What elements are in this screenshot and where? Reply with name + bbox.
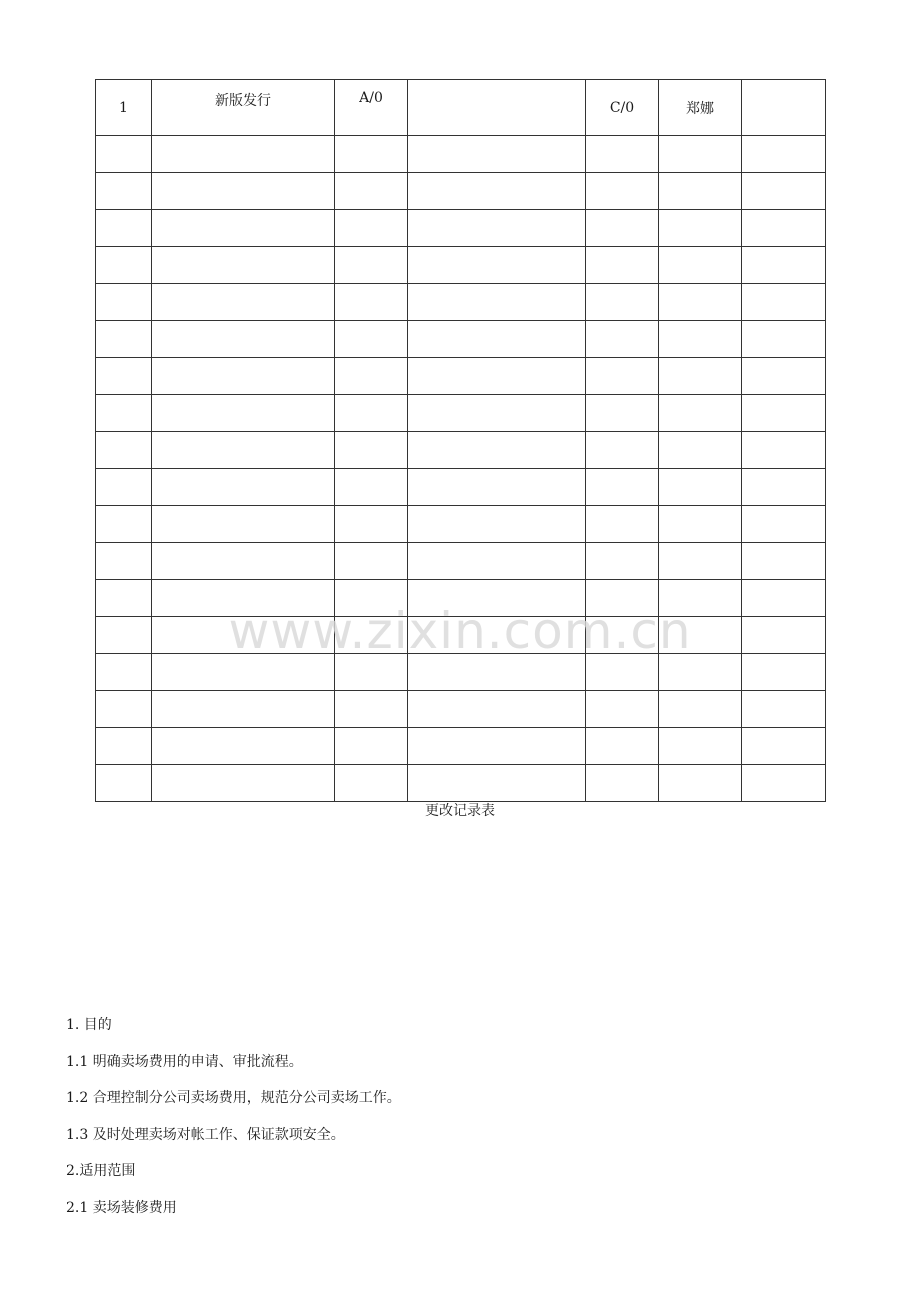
table-cell-blank — [96, 321, 152, 358]
table-cell-blank — [335, 395, 408, 432]
table-cell-blank — [586, 469, 659, 506]
table-row — [96, 543, 826, 580]
table-cell-blank — [335, 728, 408, 765]
table-cell-blank — [586, 136, 659, 173]
table-cell-blank — [96, 617, 152, 654]
table-cell-blank — [586, 321, 659, 358]
table-cell-blank — [335, 506, 408, 543]
table-row — [96, 136, 826, 173]
table-cell-blank — [659, 506, 742, 543]
table-cell-blank — [152, 469, 335, 506]
paragraph: 1.2 合理控制分公司卖场费用，规范分公司卖场工作。 — [66, 1090, 401, 1107]
table-row — [96, 358, 826, 395]
table-cell-blank — [408, 580, 586, 617]
table-cell-blank — [659, 136, 742, 173]
table-cell-blank — [408, 173, 586, 210]
table-cell-blank — [742, 173, 826, 210]
table-row — [96, 617, 826, 654]
table-cell-blank — [742, 617, 826, 654]
table-cell-blank — [152, 506, 335, 543]
table-cell-blank — [742, 543, 826, 580]
table-cell-blank — [96, 543, 152, 580]
table-cell-blank — [408, 506, 586, 543]
table-cell-blank — [408, 247, 586, 284]
table-cell-blank — [586, 765, 659, 802]
table-cell-blank — [586, 173, 659, 210]
table-cell-blank — [659, 654, 742, 691]
table-cell-blank — [742, 358, 826, 395]
table-cell-revision: C/0 — [586, 80, 659, 136]
table-cell-blank — [335, 321, 408, 358]
table-cell-author: 郑娜 — [659, 80, 742, 136]
table-row — [96, 321, 826, 358]
table-cell-blank — [335, 136, 408, 173]
table-cell-blank — [586, 580, 659, 617]
watermark: www.zixin.com.cn — [228, 602, 692, 660]
table-cell-blank — [96, 136, 152, 173]
table-cell-blank — [96, 728, 152, 765]
table-cell-blank — [586, 654, 659, 691]
table-row — [96, 80, 826, 136]
table-cell-blank — [152, 284, 335, 321]
table-cell-blank — [659, 691, 742, 728]
table-cell-blank — [742, 580, 826, 617]
table-cell-blank — [335, 247, 408, 284]
paragraph: 1.3 及时处理卖场对帐工作、保证款项安全。 — [66, 1126, 345, 1143]
table-cell-blank — [586, 543, 659, 580]
paragraph: 1.1 明确卖场费用的申请、审批流程。 — [66, 1053, 303, 1070]
table-cell-blank — [335, 210, 408, 247]
table-cell-blank — [152, 691, 335, 728]
table-cell-blank — [408, 469, 586, 506]
table-cell-blank — [742, 247, 826, 284]
table-cell-blank — [152, 580, 335, 617]
table-cell-blank — [335, 765, 408, 802]
table-cell-blank — [586, 432, 659, 469]
table-cell-blank — [586, 506, 659, 543]
table-cell-blank — [742, 506, 826, 543]
document-body — [66, 1016, 866, 1236]
table-cell-blank — [152, 432, 335, 469]
table-cell-blank — [742, 210, 826, 247]
table-cell-blank — [335, 358, 408, 395]
table-cell-blank — [659, 395, 742, 432]
section-heading: 1. 目的 — [66, 1017, 112, 1033]
table-row — [96, 247, 826, 284]
table-row — [96, 580, 826, 617]
table-cell-blank — [408, 617, 586, 654]
table-cell-blank — [96, 173, 152, 210]
table-cell-blank — [659, 358, 742, 395]
table-cell-blank — [742, 728, 826, 765]
table-cell-blank — [742, 654, 826, 691]
table-cell-blank — [742, 395, 826, 432]
table-row — [96, 469, 826, 506]
table-cell-blank — [408, 210, 586, 247]
table-cell-blank — [335, 691, 408, 728]
table-cell-blank — [408, 80, 586, 136]
table-cell-blank — [408, 136, 586, 173]
table-cell-blank — [408, 543, 586, 580]
table-cell-blank — [586, 247, 659, 284]
table-cell-blank — [335, 543, 408, 580]
table-cell-blank — [96, 654, 152, 691]
change-record-table — [95, 79, 826, 802]
table-cell-blank — [335, 432, 408, 469]
table-cell-blank — [659, 432, 742, 469]
table-row — [96, 765, 826, 802]
table-cell-blank — [586, 358, 659, 395]
table-cell-blank — [586, 691, 659, 728]
table-cell-blank — [659, 543, 742, 580]
table-cell-blank — [408, 765, 586, 802]
table-cell-blank — [659, 765, 742, 802]
table-cell-blank — [742, 321, 826, 358]
table-cell-blank — [335, 617, 408, 654]
table-cell-blank — [659, 728, 742, 765]
table-cell-blank — [152, 728, 335, 765]
paragraph: 2.1 卖场装修费用 — [66, 1199, 177, 1216]
table-cell-blank — [742, 469, 826, 506]
table-cell-blank — [96, 395, 152, 432]
table-cell-version: A/0 — [335, 80, 408, 136]
table-cell-blank — [96, 580, 152, 617]
table-cell-blank — [152, 617, 335, 654]
table-cell-blank — [152, 247, 335, 284]
table-cell-blank — [96, 691, 152, 728]
table-cell-blank — [742, 432, 826, 469]
table-row — [96, 654, 826, 691]
table-row — [96, 395, 826, 432]
table-cell-blank — [152, 173, 335, 210]
table-row — [96, 691, 826, 728]
table-cell-content: 新版发行 — [152, 80, 335, 136]
table-cell-blank — [586, 395, 659, 432]
section-heading: 2.适用范围 — [66, 1163, 136, 1180]
table-cell-blank — [408, 395, 586, 432]
table-cell-blank — [335, 469, 408, 506]
table-row — [96, 506, 826, 543]
table-row — [96, 210, 826, 247]
table-cell-blank — [335, 173, 408, 210]
table-cell-blank — [96, 506, 152, 543]
table-cell-blank — [408, 654, 586, 691]
table-cell-blank — [742, 80, 826, 136]
table-cell-blank — [586, 617, 659, 654]
table-cell-blank — [742, 765, 826, 802]
table-cell-blank — [408, 691, 586, 728]
table-row — [96, 284, 826, 321]
table-cell-blank — [152, 210, 335, 247]
table-cell-blank — [335, 580, 408, 617]
table-cell-blank — [408, 358, 586, 395]
table-cell-blank — [152, 358, 335, 395]
table-cell-blank — [586, 728, 659, 765]
table-cell-blank — [408, 284, 586, 321]
table-cell-blank — [152, 395, 335, 432]
table-cell-blank — [152, 136, 335, 173]
table-cell-blank — [335, 284, 408, 321]
table-cell-blank — [96, 358, 152, 395]
table-cell-blank — [586, 284, 659, 321]
table-cell-blank — [152, 765, 335, 802]
table-cell-blank — [742, 284, 826, 321]
table-row — [96, 173, 826, 210]
table-cell-blank — [152, 321, 335, 358]
table-cell-blank — [408, 728, 586, 765]
table-cell-blank — [659, 210, 742, 247]
table-cell-blank — [659, 284, 742, 321]
table-cell-blank — [742, 136, 826, 173]
table-cell-blank — [659, 173, 742, 210]
table-caption: 更改记录表 — [425, 803, 495, 819]
table-cell-blank — [96, 765, 152, 802]
table-row — [96, 432, 826, 469]
table-cell-blank — [96, 210, 152, 247]
table-cell-blank — [586, 210, 659, 247]
table-cell-blank — [659, 580, 742, 617]
table-cell-blank — [408, 321, 586, 358]
table-cell-blank — [335, 654, 408, 691]
table-cell-blank — [408, 432, 586, 469]
table-row — [96, 728, 826, 765]
table-cell-blank — [152, 543, 335, 580]
table-cell-blank — [96, 284, 152, 321]
table-cell-seq: 1 — [96, 80, 152, 136]
table-cell-blank — [742, 691, 826, 728]
table-cell-blank — [659, 469, 742, 506]
table-cell-blank — [96, 247, 152, 284]
table-cell-blank — [659, 617, 742, 654]
table-cell-blank — [659, 321, 742, 358]
table-cell-blank — [152, 654, 335, 691]
table-cell-blank — [659, 247, 742, 284]
table-cell-blank — [96, 432, 152, 469]
table-cell-blank — [96, 469, 152, 506]
